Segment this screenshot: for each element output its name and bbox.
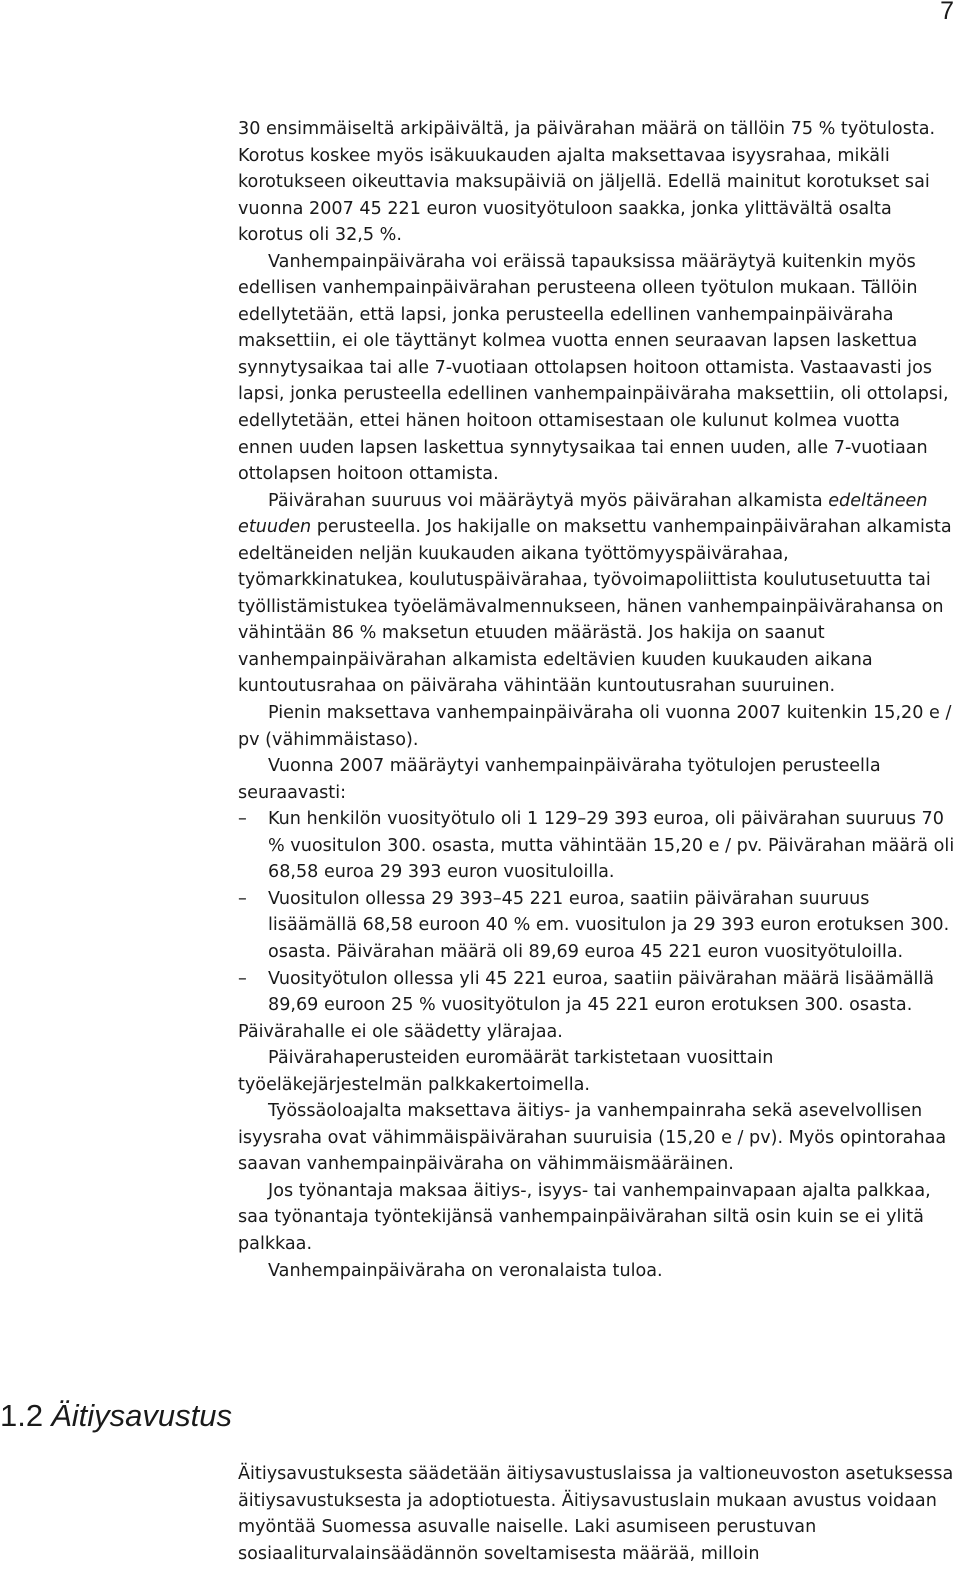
paragraph-taxable: Vanhempainpäiväraha on veronalaista tuloa. (268, 1260, 663, 1281)
paragraph-preceding-benefit (238, 488, 956, 700)
bullet-item (238, 806, 956, 886)
section-body (238, 1461, 956, 1567)
dash-marker: – (238, 888, 247, 909)
dash-marker: – (238, 968, 247, 989)
paragraph-minimum-allowances: Työssäoloajalta maksettava äitiys- ja vanhempainraha sekä asevelvollisen isyysraha ovat vähimmäispäivärahan suuruisia (15,20 e / pv). Myös opintorahaa saavan vanhempainpäiväraha on vähimmäismääräinen. (238, 1101, 947, 1175)
paragraph-previous-benefit-basis: Vanhempainpäiväraha voi eräissä tapauksissa määräytyä kuitenkin myös edellisen vanhempainpäivärahan perusteena olleen työtulon mukaan. Tällöin edellytetään, että lapsi, jonka perusteella edellinen vanhempainpäiväraha maksettiin, ei ole täyttänyt kolmea vuotta ennen seuraavan lapsen laskettua synnytysaikaa tai alle 7-vuotiaan ottolapsen hoitoon ottamista. Vastaavasti jos lapsi, jonka perusteella edellinen vanhempainpäiväraha maksettiin, oli ottolapsi, edellytetään, ettei hänen hoitoon ottamisestaan ole kulunut kolmea vuotta ennen uuden lapsen laskettua synnytysaikaa tai ennen uuden, alle 7-vuotiaan ottolapsen hoitoon ottamista. (238, 251, 949, 485)
section-heading (0, 1396, 232, 1436)
bullet-text: Vuosityötulon ollessa yli 45 221 euroa, saatiin päivärahan määrä lisäämällä 89,69 euroon 25 % vuosityötulon ja 45 221 euron erotuksen 300. osasta. (268, 968, 935, 1016)
paragraph-text-after: perusteella. Jos hakijalle on maksettu vanhempainpäivärahan alkamista edeltäneiden neljän kuukauden aikana työttömyyspäivärahaa, työmarkkinatukea, koulutuspäivärahaa, työvoimapoliittista koulutusetuutta tai työllistämistukea työelämävalmennukseen, hänen vanhempainpäivärahansa on vähintään 86 % maksetun etuuden määrästä. Jos hakija on saanut vanhempainpäivärahan alkamista edeltävien kuuden kuukauden aikana kuntoutusrahaa on päiväraha vähintään kuntoutusrahan suuruinen. (238, 517, 952, 697)
section-number: 1.2 (0, 1398, 44, 1433)
paragraph-minimum-amount: Pienin maksettava vanhempainpäiväraha oli vuonna 2007 kuitenkin 15,20 e / pv (vähimmäistaso). (238, 703, 952, 750)
bullet-text: Kun henkilön vuosityötulo oli 1 129–29 393 euroa, oli päivärahan suuruus 70 % vuositulon 300. osasta, mutta vähintään 15,20 e / pv. Päivärahan määrä oli 68,58 euroa 29 393 euron vuosituloilla. (268, 809, 955, 883)
paragraph-no-upper-limit: Päivärahalle ei ole säädetty ylärajaa. (238, 1021, 563, 1042)
section-title: Äitiysavustus (51, 1398, 233, 1433)
page-number: 7 (940, 0, 954, 25)
bullet-text: Vuositulon ollessa 29 393–45 221 euroa, saatiin päivärahan suuruus lisäämällä 68,58 euroon 40 % em. vuositulon ja 29 393 euron erotuksen 300. osasta. Päivärahan määrä oli 89,69 euroa 45 221 euron vuosityötuloilla. (268, 888, 950, 962)
section-paragraph: Äitiysavustuksesta säädetään äitiysavustuslaissa ja valtioneuvoston asetuksessa äitiysavustuksesta ja adoptiotuesta. Äitiysavustuslain mukaan avustus voidaan myöntää Suomessa asuvalle naiselle. Laki asumiseen perustuvan sosiaaliturvalainsäädännön soveltamisesta määrää, milloin (238, 1464, 954, 1564)
body-text (238, 116, 956, 1284)
bullet-item (238, 886, 956, 966)
paragraph-index-adjustment: Päivärahaperusteiden euromäärät tarkistetaan vuosittain työeläkejärjestelmän palkkakertoimella. (238, 1048, 774, 1095)
paragraph-continuation: 30 ensimmäiseltä arkipäivältä, ja päivärahan määrä on tällöin 75 % työtulosta. Korotus koskee myös isäkuukauden ajalta maksettavaa isyysrahaa, mikäli korotukseen oikeuttavia maksupäiviä on jäljellä. Edellä mainitut korotukset sai vuonna 2007 45 221 euron vuosityötuloon saakka, jonka ylittävältä osalta korotus oli 32,5 %. (238, 119, 936, 246)
paragraph-employer-salary: Jos työnantaja maksaa äitiys-, isyys- tai vanhempainvapaan ajalta palkkaa, saa työnantaja työntekijänsä vanhempainpäivärahan siltä osin kuin se ei ylitä palkkaa. (238, 1180, 931, 1254)
paragraph-calculation-intro: Vuonna 2007 määräytyi vanhempainpäiväraha työtulojen perusteella seuraavasti: (238, 756, 881, 803)
bullet-item (238, 966, 956, 1019)
dash-marker: – (238, 809, 247, 830)
paragraph-text-before: Päivärahan suuruus voi määräytyä myös päivärahan alkamista (268, 490, 829, 511)
emphasis-term: edeltäneen etuuden (238, 490, 928, 538)
